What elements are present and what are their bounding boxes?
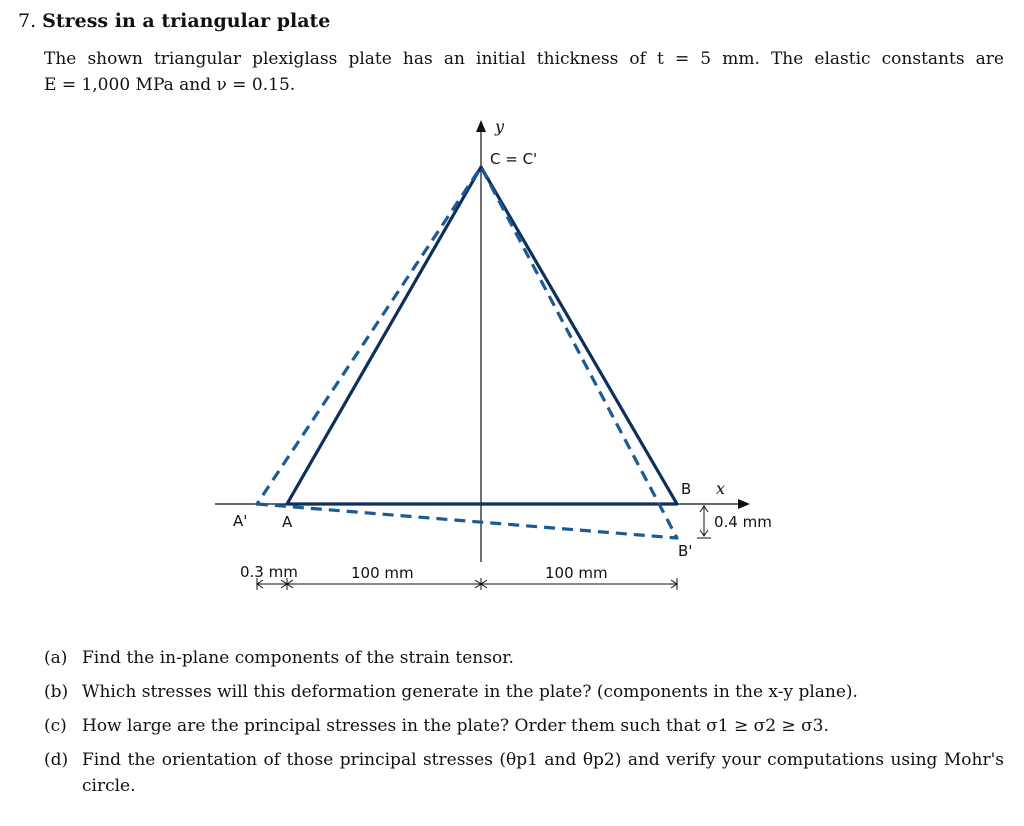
question-item [44,747,1004,799]
intro-line-2: E = 1,000 MPa and ν = 0.15. [44,75,296,95]
label-c: C = C' [490,150,538,168]
question-item [44,713,1004,739]
y-axis-label: y [495,117,505,136]
question-text: Which stresses will this deformation generate in the plate? (components in the x-y plane). [82,682,858,702]
y-axis-arrow [476,120,486,132]
question-list [44,645,1004,807]
question-label: (d) [44,750,69,770]
problem-number: 7. [18,10,37,32]
dim-b-vertical-label: 0.4 mm [714,513,772,531]
intro-line-1: The shown triangular plexiglass plate has an initial thickness of t = 5 mm. The elastic constants are [44,49,1004,69]
label-b-prime: B' [678,542,693,560]
question-item [44,679,1004,705]
dimension-horizontal [257,578,677,590]
question-label: (c) [44,716,67,736]
question-text: Find the in-plane components of the strain tensor. [82,648,514,668]
question-text: Find the orientation of those principal stresses (θp1 and θp2) and verify your computations using Mohr's circle. [82,750,1004,796]
question-text: How large are the principal stresses in the plate? Order them such that σ1 ≥ σ2 ≥ σ3. [82,716,829,736]
original-triangle [287,167,677,504]
question-label: (a) [44,648,68,668]
dim-a-shift-label: 0.3 mm [240,563,298,581]
dim-right-label: 100 mm [545,564,608,582]
dim-left-label: 100 mm [351,564,414,582]
question-label: (b) [44,682,69,702]
label-a: A [282,513,293,531]
x-axis-arrow [738,499,750,509]
question-item [44,645,1004,671]
label-a-prime: A' [233,512,248,530]
dimension-b-vertical [697,504,711,538]
deformed-triangle [257,167,677,538]
x-axis-label: x [716,479,726,498]
problem-title: Stress in a triangular plate [42,10,331,32]
label-b: B [681,480,692,498]
